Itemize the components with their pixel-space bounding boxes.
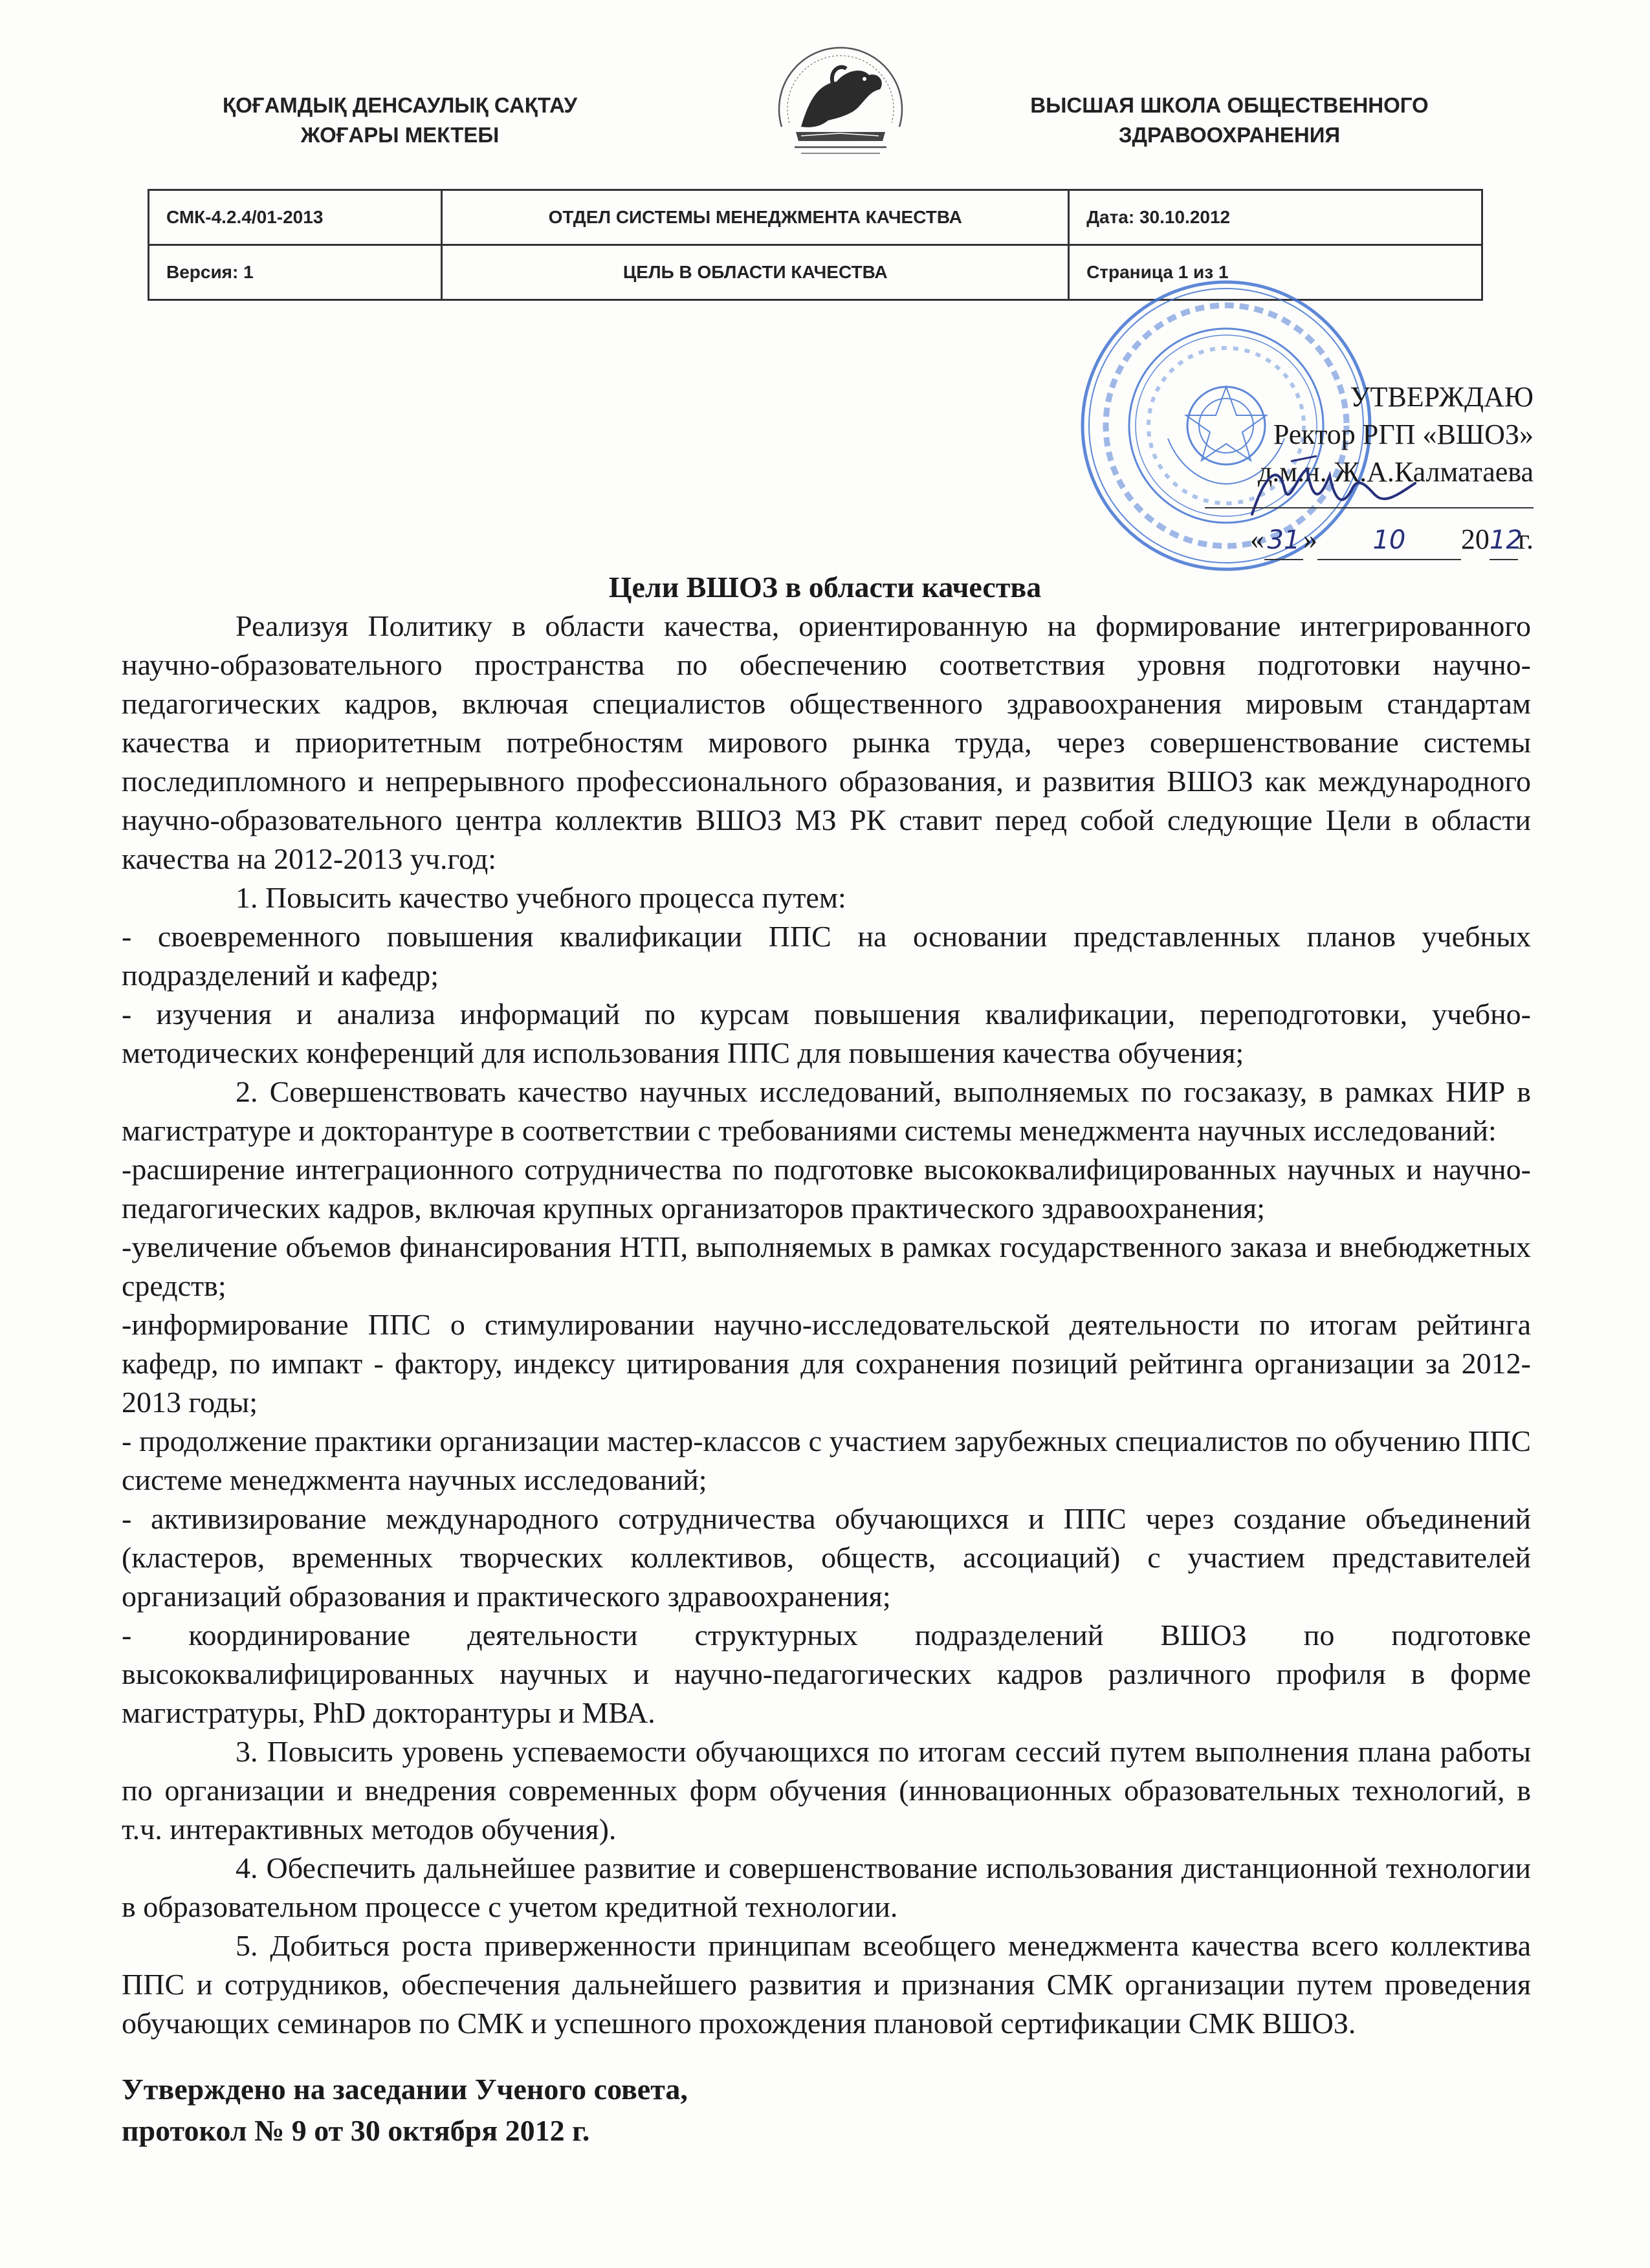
date-day: 31 bbox=[1264, 521, 1303, 560]
meta-version: Версия: 1 bbox=[149, 245, 442, 300]
document-title: Цели ВШОЗ в области качества bbox=[608, 571, 1042, 604]
header-russian-name bbox=[984, 91, 1475, 150]
goal-2-item-5: - активизирование международного сотрудничества обучающихся и ППС через создание объединений (кластеров, временных творческих коллективов, обществ, ассоциаций) с участием представителей организаций образования и практического здравоохранения; bbox=[122, 1502, 1531, 1613]
header-kazakh-name bbox=[154, 91, 646, 150]
snow-leopard-emblem-icon bbox=[756, 30, 924, 166]
approval-position: Ректор РГП «ВШОЗ» bbox=[1273, 419, 1534, 450]
goal-2-item-1: -расширение интеграционного сотрудничества по подготовке высококвалифицированных научных и научно-педагогических кадров, включая крупных организаторов практического здравоохранения; bbox=[122, 1153, 1531, 1225]
header-russian-line2: ЗДРАВООХРАНЕНИЯ bbox=[1118, 123, 1341, 147]
header-kazakh-line2: ЖОҒАРЫ МЕКТЕБІ bbox=[300, 123, 500, 147]
meta-date: Дата: 30.10.2012 bbox=[1069, 190, 1482, 245]
goal-4: 4. Обеспечить дальнейшее развитие и совершенствование использования дистанционной технологии в образовательном процессе с учетом кредитной технологии. bbox=[122, 1851, 1531, 1923]
goal-2: 2. Совершенствовать качество научных исследований, выполняемых по госзаказу, в рамках НИР в магистратуре и докторантуре в соответствии с требованиями системы менеджмента научных исследований: bbox=[122, 1075, 1531, 1147]
goal-1-item-1: - своевременного повышения квалификации ППС на основании представленных планов учебных подразделений и кафедр; bbox=[122, 920, 1531, 992]
approval-name: д.м.н. Ж.А.Калматаева bbox=[1257, 456, 1534, 488]
meta-code: СМК-4.2.4/01-2013 bbox=[149, 190, 442, 245]
goal-3: 3. Повысить уровень успеваемости обучающихся по итогам сессий путем выполнения плана работы по организации и внедрения современных форм обучения (инновационных образовательных технологий, в т.ч. интерактивных методов обучения). bbox=[122, 1735, 1531, 1846]
meta-row-1 bbox=[149, 190, 1482, 245]
date-year-end: г. bbox=[1517, 523, 1534, 555]
document-body bbox=[122, 607, 1531, 2043]
goal-5: 5. Добиться роста приверженности принципам всеобщего менеджмента качества всего коллектива ППС и сотрудников, обеспечения дальнейшего развития и признания СМК организации путем проведения обучающих семинаров по СМК и успешного прохождения плановой сертификации СМК ВШОЗ. bbox=[122, 1929, 1531, 2040]
approval-title: УТВЕРЖДАЮ bbox=[1350, 381, 1534, 413]
header-russian-line1: ВЫСШАЯ ШКОЛА ОБЩЕСТВЕННОГО bbox=[1030, 93, 1429, 117]
approval-footer bbox=[122, 2069, 688, 2152]
date-close-quote: » bbox=[1303, 523, 1317, 555]
footer-line-1: Утверждено на заседании Ученого совета, bbox=[122, 2073, 688, 2106]
date-year-suffix: 12 bbox=[1490, 521, 1518, 560]
footer-line-2: протокол № 9 от 30 октября 2012 г. bbox=[122, 2114, 590, 2147]
goal-2-item-2: -увеличение объемов финансирования НТП, выполняемых в рамках государственного заказа и внебюджетных средств; bbox=[122, 1230, 1531, 1302]
signature-line bbox=[1205, 507, 1534, 508]
goal-2-item-4: - продолжение практики организации мастер-классов с участием зарубежных специалистов по обучению ППС системе менеджмента научных исследований; bbox=[122, 1424, 1531, 1496]
goal-2-item-3: -информирование ППС о стимулировании научно-исследовательской деятельности по итогам рейтинга кафедр, по импакт - фактору, индексу цитирования для сохранения позиций рейтинга организации за 2012-2013 годы; bbox=[122, 1308, 1531, 1419]
intro-paragraph: Реализуя Политику в области качества, ориентированную на формирование интегрированного научно-образовательного пространства по обеспечению соответствия уровня подготовки научно-педагогических кадров, включая специалистов общественного здравоохранения мировым стандартам качества и приоритетным потребностям мирового рынка труда, через совершенствование системы последипломного и непрерывного профессионального образования, и развития ВШОЗ как международного научно-образовательного центра коллектив ВШОЗ МЗ РК ставит перед собой следующие Цели в области качества на 2012-2013 уч.год: bbox=[122, 609, 1531, 875]
approval-date bbox=[1250, 521, 1534, 560]
meta-department: ОТДЕЛ СИСТЕМЫ МЕНЕДЖМЕНТА КАЧЕСТВА bbox=[442, 190, 1069, 245]
meta-page: Страница 1 из 1 bbox=[1069, 245, 1482, 300]
date-open-quote: « bbox=[1249, 523, 1264, 555]
meta-doc-name: ЦЕЛЬ В ОБЛАСТИ КАЧЕСТВА bbox=[442, 245, 1069, 300]
goal-2-item-6: - координирование деятельности структурных подразделений ВШОЗ по подготовке высококвалифицированных научных и научно-педагогических кадров различного профиля в форме магистратуры, PhD докторантуры и МВА. bbox=[122, 1619, 1531, 1729]
date-month: 10 bbox=[1317, 521, 1461, 560]
header-kazakh-line1: ҚОҒАМДЫҚ ДЕНСАУЛЫҚ САҚТАУ bbox=[222, 93, 578, 117]
goal-1: 1. Повысить качество учебного процесса путем: bbox=[236, 881, 846, 914]
goal-1-item-2: - изучения и анализа информаций по курсам повышения квалификации, переподготовки, учебно-методических конференций для использования ППС для повышения качества обучения; bbox=[122, 998, 1531, 1069]
date-year-prefix: 20 bbox=[1460, 523, 1490, 555]
